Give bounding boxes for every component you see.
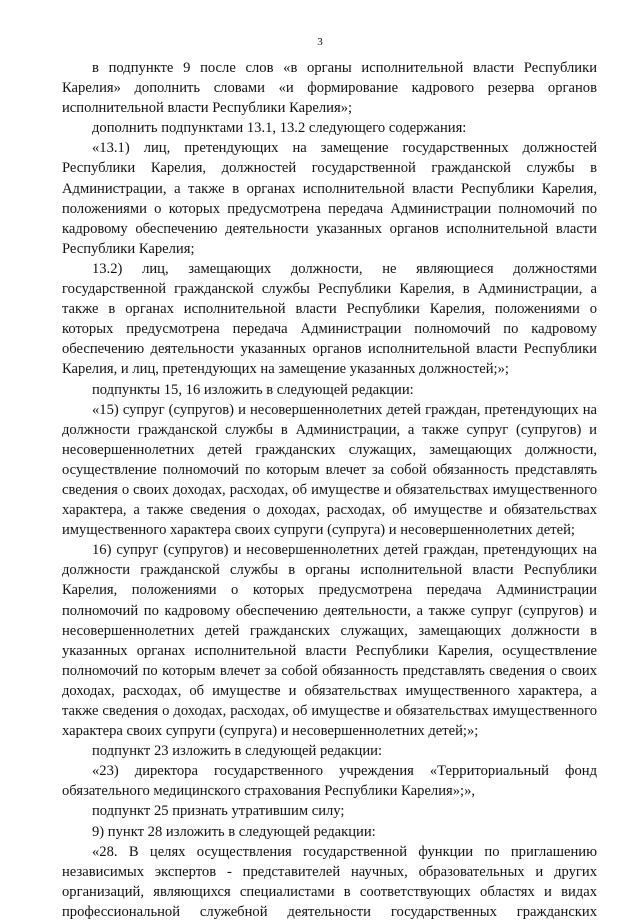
paragraph-point-28-intro: 9) пункт 28 изложить в следующей редакции: (92, 823, 376, 840)
paragraph-subpoint-23: «23) директора государственного учреждения «Территориальный фонд обязательного медицинского страхования Республики Карелия»;», (62, 763, 597, 800)
paragraph-point-28: «28. В целях осуществления государственной функции по приглашению независимых экспертов - представителей научных, образовательных и других организаций, являющихся специалистами в соответствующих областях и видах профессиональной служебной деятельности государственных гражданских (62, 843, 597, 920)
paragraph-subpoints-15-16-intro: подпункты 15, 16 изложить в следующей редакции: (92, 381, 414, 398)
paragraph-subpoint-25: подпункт 25 признать утратившим силу; (92, 803, 345, 820)
paragraph-subpoint-13-1: «13.1) лиц, претендующих на замещение государственных должностей Республики Карелия, должностей государственной гражданской службы в Администрации, а также в органах исполнительной власти Республики Карелия, положениями о которых предусмотрена передача Администрации полномочий по кадровому обеспечению деятельности указанных органов исполнительной власти Республики Карелия; (62, 140, 597, 257)
paragraph-subpoint-15: «15) супруг (супругов) и несовершеннолетних детей граждан, претендующих на должности гражданской службы в Администрации, а также супруг (супругов) и несовершеннолетних детей гражданских служащих, замещающих должности, осуществление полномочий по которым влечет за собой обязанность представлять сведения о своих доходах, расходах, об имуществе и обязательствах имущественного характера, а также сведения о доходах, расходах, об имуществе и обязательствах имущественного характера своих супруги (супруга) и несовершеннолетних детей; (62, 401, 597, 539)
paragraph-subpoint-16: 16) супруг (супругов) и несовершеннолетних детей граждан, претендующих на должности гражданской службы в органы исполнительной власти Республики Карелия, положениями о которых предусмотрена передача Администрации полномочий по кадровому обеспечению деятельности, а также супруг (супругов) и несовершеннолетних детей гражданских служащих, замещающих должности в указанных органах исполнительной власти Республики Карелия, осуществление полномочий по которым влечет за собой обязанность представлять сведения о своих доходах, расходах, об имуществе и обязательствах имущественного характера, а также сведения о доходах, расходах, об имуществе и обязательствах имущественного характера своих супруги (супруга) и несовершеннолетних детей;»; (62, 542, 597, 740)
paragraph-subpoint-23-intro: подпункт 23 изложить в следующей редакции: (92, 743, 383, 760)
document-body (62, 58, 597, 922)
page-number: 3 (317, 36, 323, 48)
paragraph-subpoint-13-2: 13.2) лиц, замещающих должности, не являющиеся должностями государственной гражданской службы Республики Карелия, в Администрации, а также в органах исполнительной власти Республики Карелия, положениями о которых предусмотрена передача Администрации полномочий по кадровому обеспечению деятельности указанных органов исполнительной власти Республики Карелия, и лиц, претендующих на замещение указанных должностей;»; (62, 260, 597, 378)
paragraph-subpoint-9-amendment: в подпункте 9 после слов «в органы исполнительной власти Республики Карелия» дополнить словами «и формирование кадрового резерва органов исполнительной власти Республики Карелия»; (62, 60, 597, 117)
paragraph-add-subpoints-intro: дополнить подпунктами 13.1, 13.2 следующего содержания: (92, 120, 467, 137)
